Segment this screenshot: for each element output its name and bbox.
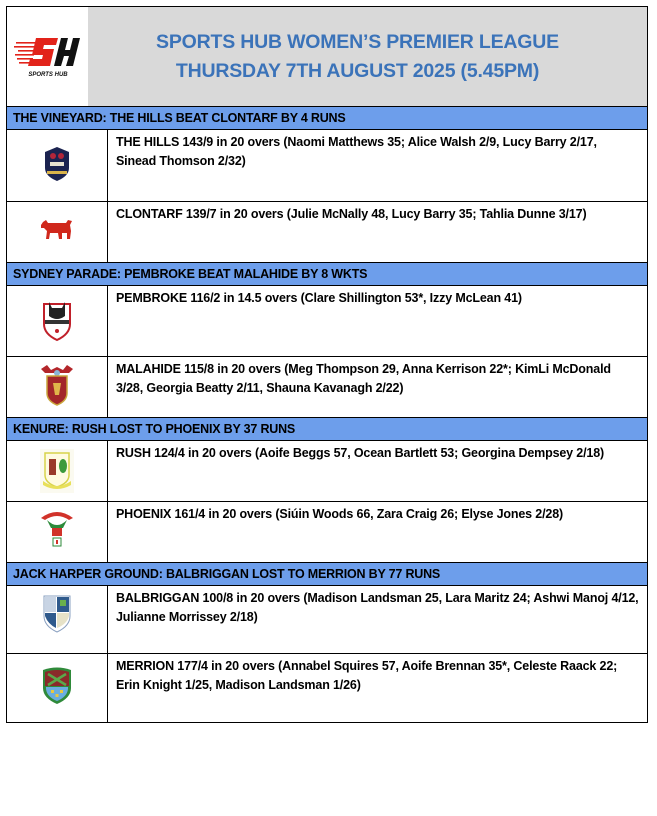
crest-cell bbox=[7, 586, 108, 653]
sports-hub-logo-icon bbox=[14, 32, 82, 82]
page-subtitle-date: THURSDAY 7TH AUGUST 2025 (5.45PM) bbox=[175, 59, 540, 82]
match-result-header bbox=[7, 563, 647, 586]
the-hills-crest-icon bbox=[42, 146, 72, 184]
balbriggan-crest-icon bbox=[42, 594, 72, 634]
malahide-crest-icon bbox=[39, 363, 75, 407]
team-score-row bbox=[7, 441, 647, 502]
match-result-label: SYDNEY PARADE: PEMBROKE BEAT MALAHIDE BY 8 WKTS bbox=[13, 267, 368, 281]
crest-cell bbox=[7, 357, 108, 417]
match-result-header bbox=[7, 418, 647, 441]
team-score-row bbox=[7, 357, 647, 418]
crest-cell bbox=[7, 502, 108, 562]
page-title: SPORTS HUB WOMEN’S PREMIER LEAGUE bbox=[156, 30, 559, 53]
crest-cell bbox=[7, 286, 108, 356]
crest-cell bbox=[7, 130, 108, 201]
clontarf-bull-icon bbox=[40, 217, 74, 243]
team-score-summary: MALAHIDE 115/8 in 20 overs (Meg Thompson 29, Anna Kerrison 22*; KimLi McDonald 3/28, Georgia Beatty 2/11, Shauna Kavanagh 2/22) bbox=[116, 362, 611, 395]
crest-cell bbox=[7, 202, 108, 262]
team-score-summary: RUSH 124/4 in 20 overs (Aoife Beggs 57, Ocean Bartlett 53; Georgina Dempsey 2/18) bbox=[116, 446, 605, 460]
team-score-row bbox=[7, 654, 647, 722]
page-header bbox=[7, 7, 647, 107]
merrion-crest-icon bbox=[40, 666, 74, 706]
match-result-label: THE VINEYARD: THE HILLS BEAT CLONTARF BY 4 RUNS bbox=[13, 111, 346, 125]
match-result-label: JACK HARPER GROUND: BALBRIGGAN LOST TO MERRION BY 77 RUNS bbox=[13, 567, 441, 581]
sports-hub-logo bbox=[7, 7, 88, 106]
team-score-row bbox=[7, 586, 647, 654]
crest-cell bbox=[7, 654, 108, 722]
results-table bbox=[6, 6, 648, 723]
team-score-summary: MERRION 177/4 in 20 overs (Annabel Squires 57, Aoife Brennan 35*, Celeste Raack 22; Erin Knight 1/25, Madison Landsman 1/26) bbox=[116, 659, 618, 692]
rush-crest-icon bbox=[40, 449, 74, 493]
team-score-summary: THE HILLS 143/9 in 20 overs (Naomi Matthews 35; Alice Walsh 2/9, Lucy Barry 2/17, Sinead Thomson 2/32) bbox=[116, 135, 597, 168]
team-score-summary: CLONTARF 139/7 in 20 overs (Julie McNally 48, Lucy Barry 35; Tahlia Dunne 3/17) bbox=[116, 207, 587, 221]
match-result-label: KENURE: RUSH LOST TO PHOENIX BY 37 RUNS bbox=[13, 422, 296, 436]
pembroke-crest-icon bbox=[40, 298, 74, 342]
logo-wordmark: SPORTS HUB bbox=[27, 71, 68, 78]
team-score-summary: PHOENIX 161/4 in 20 overs (Siúin Woods 66, Zara Craig 26; Elyse Jones 2/28) bbox=[116, 507, 564, 521]
match-result-header bbox=[7, 263, 647, 286]
team-score-summary: BALBRIGGAN 100/8 in 20 overs (Madison Landsman 25, Lara Maritz 24; Ashwi Manoj 4/12, Julianne Morrissey 2/18) bbox=[116, 591, 639, 624]
team-score-row bbox=[7, 502, 647, 563]
crest-cell bbox=[7, 441, 108, 501]
phoenix-crest-icon bbox=[39, 506, 75, 550]
match-result-header bbox=[7, 107, 647, 130]
team-score-row bbox=[7, 286, 647, 357]
team-score-row bbox=[7, 130, 647, 202]
team-score-summary: PEMBROKE 116/2 in 14.5 overs (Clare Shillington 53*, Izzy McLean 41) bbox=[116, 291, 522, 305]
team-score-row bbox=[7, 202, 647, 263]
title-block bbox=[88, 7, 647, 106]
